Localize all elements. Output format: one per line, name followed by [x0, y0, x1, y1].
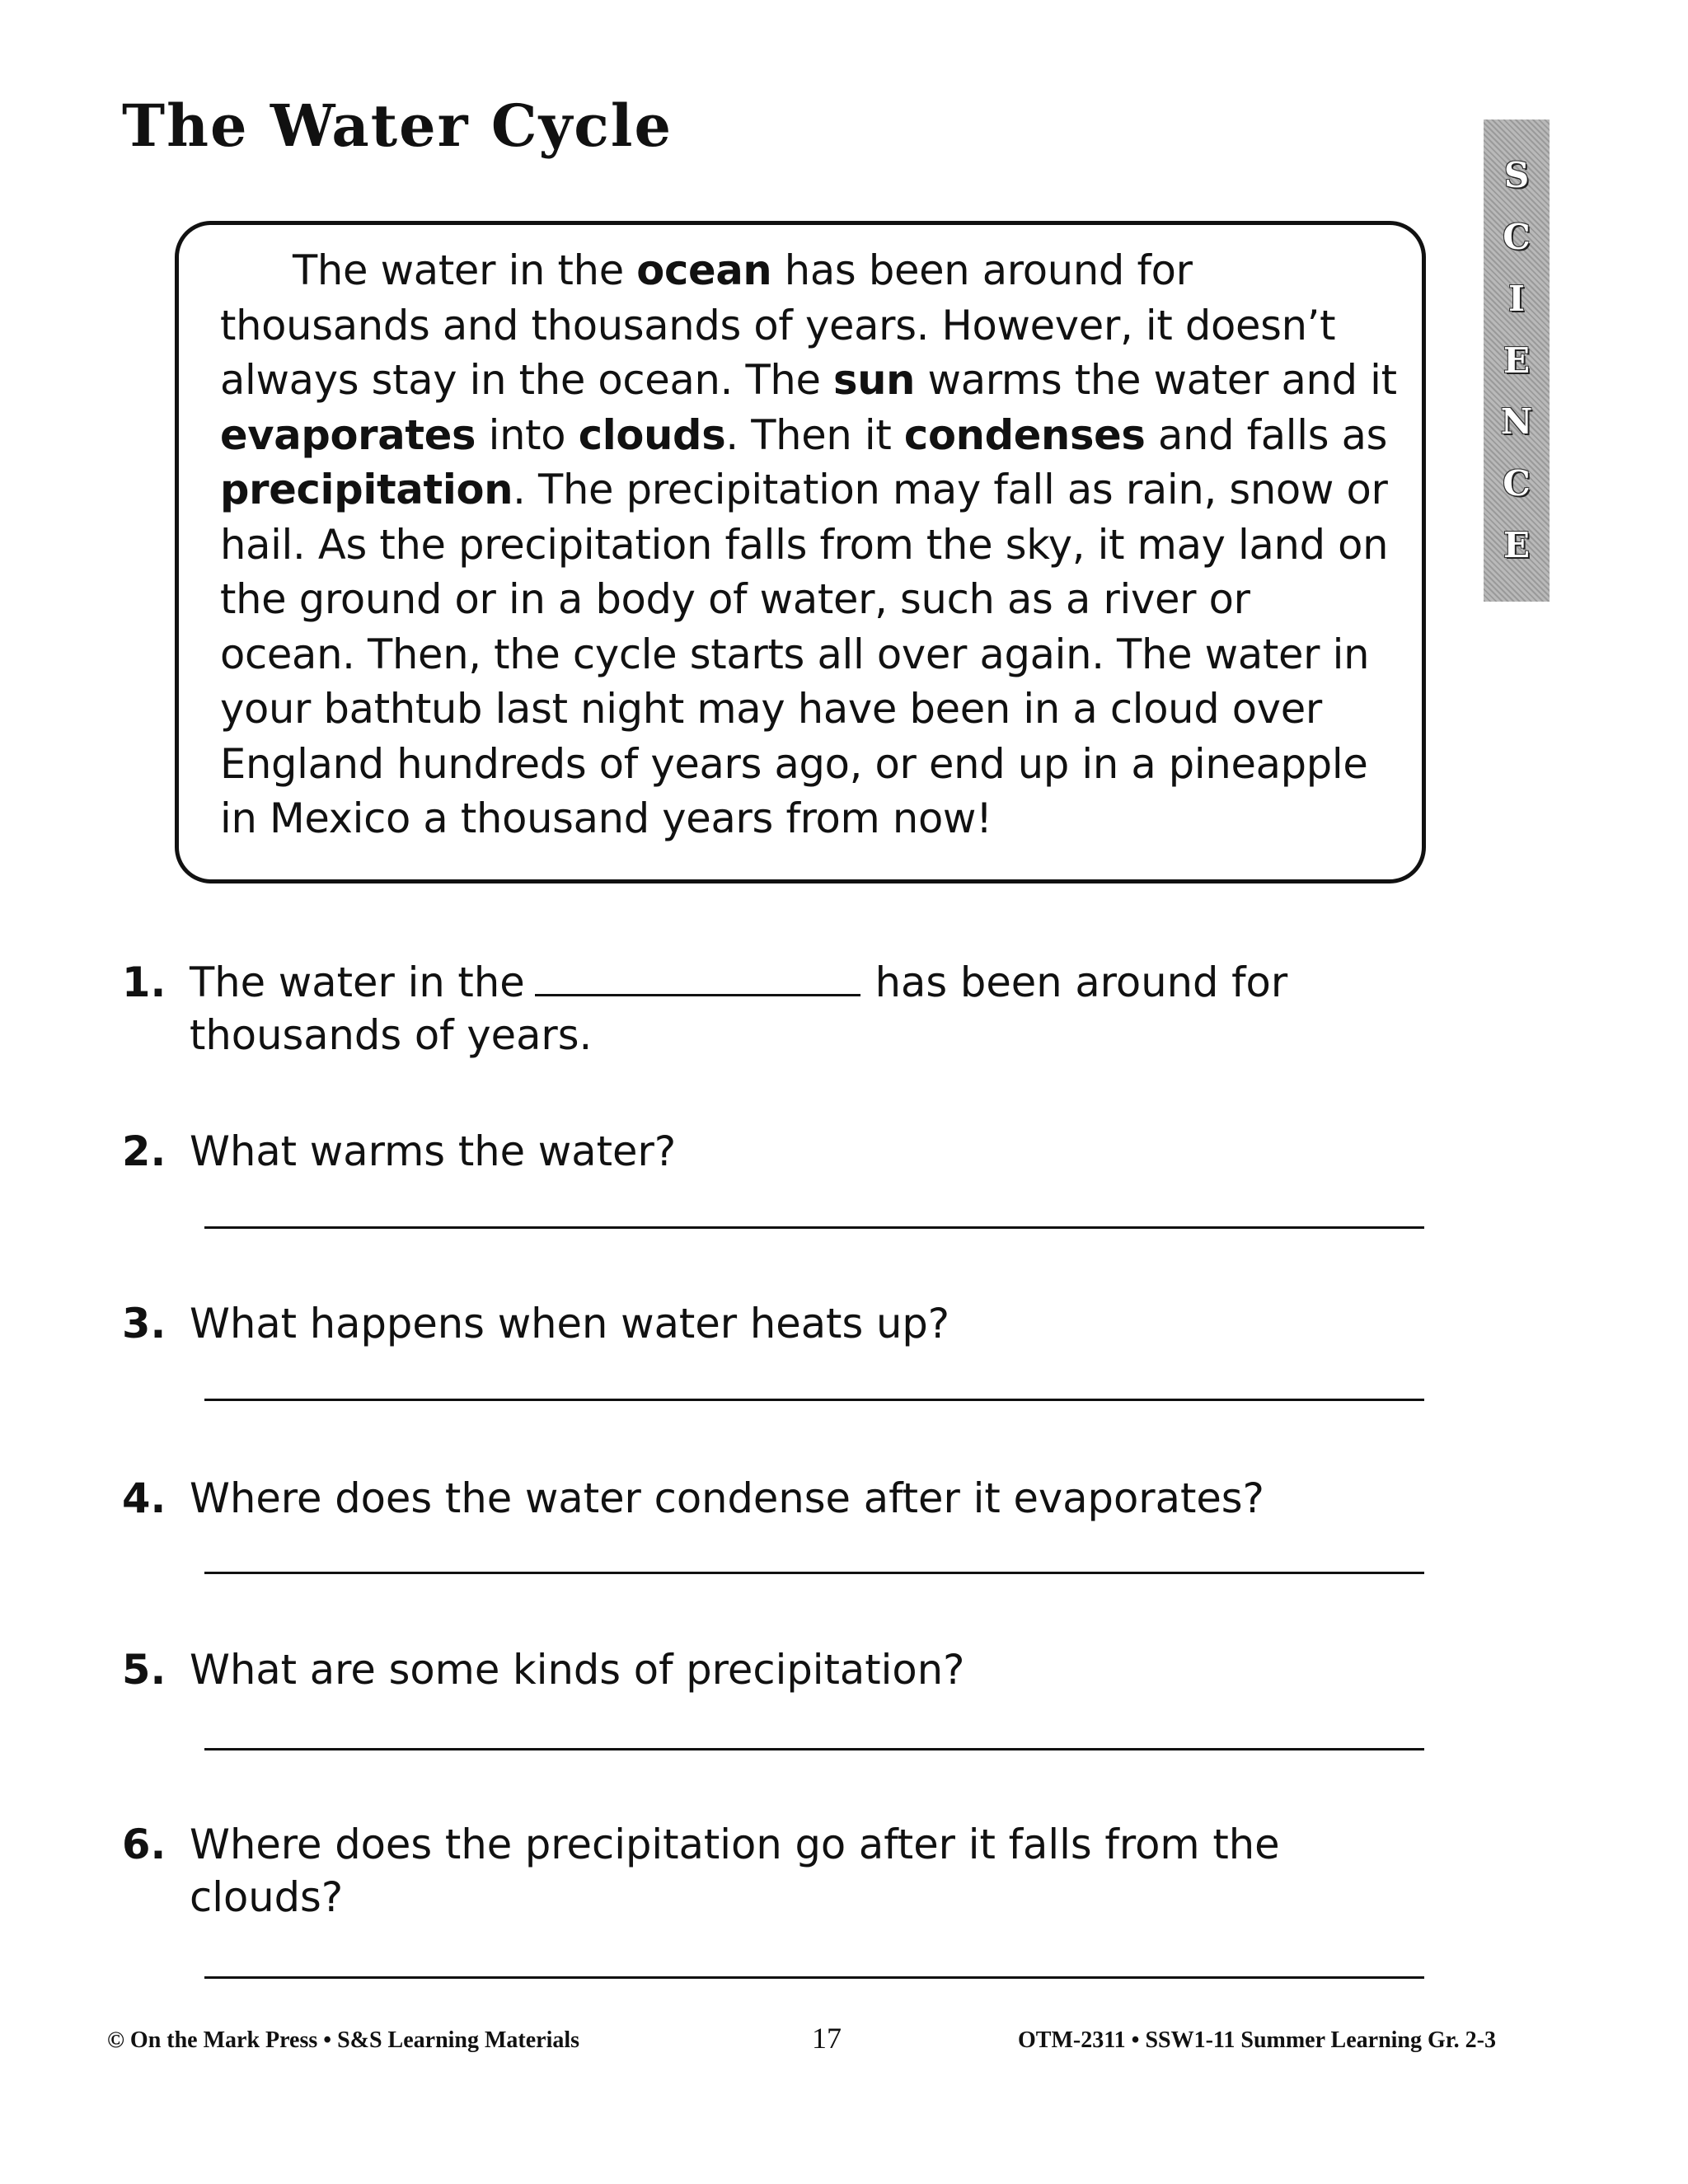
keyword-ocean: ocean: [636, 246, 772, 294]
question-2: [122, 1125, 1441, 1178]
side-tab-letter: E: [1503, 340, 1530, 381]
question-text: What are some kinds of precipitation?: [190, 1646, 965, 1694]
side-tab-letter: I: [1508, 278, 1525, 319]
footer-page-number: 17: [812, 2022, 842, 2055]
question-number: 6.: [122, 1821, 166, 1868]
footer-publisher: © On the Mark Press • S&S Learning Materials: [107, 2027, 580, 2053]
question-3: [122, 1297, 1441, 1350]
question-text: [190, 956, 1441, 1062]
question-text: What warms the water?: [190, 1127, 677, 1175]
question-number: 5.: [122, 1646, 166, 1694]
question-text: Where does the precipitation go after it falls from the clouds?: [190, 1821, 1280, 1921]
keyword-evaporates: evaporates: [220, 410, 476, 459]
answer-line-2[interactable]: [204, 1226, 1424, 1229]
question-number: 1.: [122, 958, 166, 1006]
science-side-tab: [1484, 120, 1550, 602]
answer-line-4[interactable]: [204, 1572, 1424, 1574]
question-text: What happens when water heats up?: [190, 1300, 950, 1347]
footer-product-code: OTM-2311 • SSW1-11 Summer Learning Gr. 2-3: [1018, 2027, 1496, 2053]
passage-text: The water in the: [293, 246, 637, 294]
keyword-condenses: condenses: [903, 410, 1146, 459]
fill-in-blank[interactable]: [535, 956, 860, 996]
reading-passage: [220, 243, 1397, 846]
answer-line-3[interactable]: [204, 1399, 1424, 1401]
question-1: [122, 956, 1441, 1062]
passage-text: . Then it: [725, 410, 904, 459]
passage-text: has been around for thousands and thousands of years. However, it doesn’t always stay in the ocean. The: [220, 246, 1336, 404]
passage-text: . The precipitation may fall as rain, snow or hail. As the precipitation falls from the sky, it may land on the ground or in a body of water, such as a river or ocean. Then, the cycle starts all over again. The water in your bathtub last night may have been in a cloud over England hundreds of years ago, or end up in a pineapple in Mexico a thousand years from now!: [220, 466, 1389, 842]
question-4: [122, 1472, 1441, 1525]
reading-passage-box: [175, 221, 1426, 883]
question-number: 3.: [122, 1300, 166, 1347]
passage-text: and falls as: [1145, 410, 1388, 459]
side-tab-letter: C: [1503, 216, 1531, 257]
keyword-clouds: clouds: [578, 410, 726, 459]
passage-text: warms the water and it: [915, 356, 1397, 404]
question-text-before-blank: The water in the: [190, 958, 525, 1006]
question-number: 4.: [122, 1474, 166, 1522]
answer-line-6[interactable]: [204, 1976, 1424, 1979]
answer-line-5[interactable]: [204, 1748, 1424, 1750]
page-title: The Water Cycle: [122, 91, 673, 160]
keyword-precipitation: precipitation: [220, 466, 513, 513]
keyword-sun: sun: [833, 356, 916, 404]
passage-text: into: [476, 410, 579, 459]
question-5: [122, 1643, 1441, 1696]
side-tab-letter: N: [1500, 401, 1533, 443]
side-tab-letter: E: [1503, 525, 1530, 566]
question-6: [122, 1818, 1441, 1924]
question-text-after-blank: has been around for thousands of years.: [190, 958, 1288, 1059]
question-text: Where does the water condense after it evaporates?: [190, 1474, 1264, 1522]
side-tab-letter: C: [1503, 463, 1531, 504]
question-number: 2.: [122, 1127, 166, 1175]
side-tab-letter: S: [1503, 154, 1530, 195]
